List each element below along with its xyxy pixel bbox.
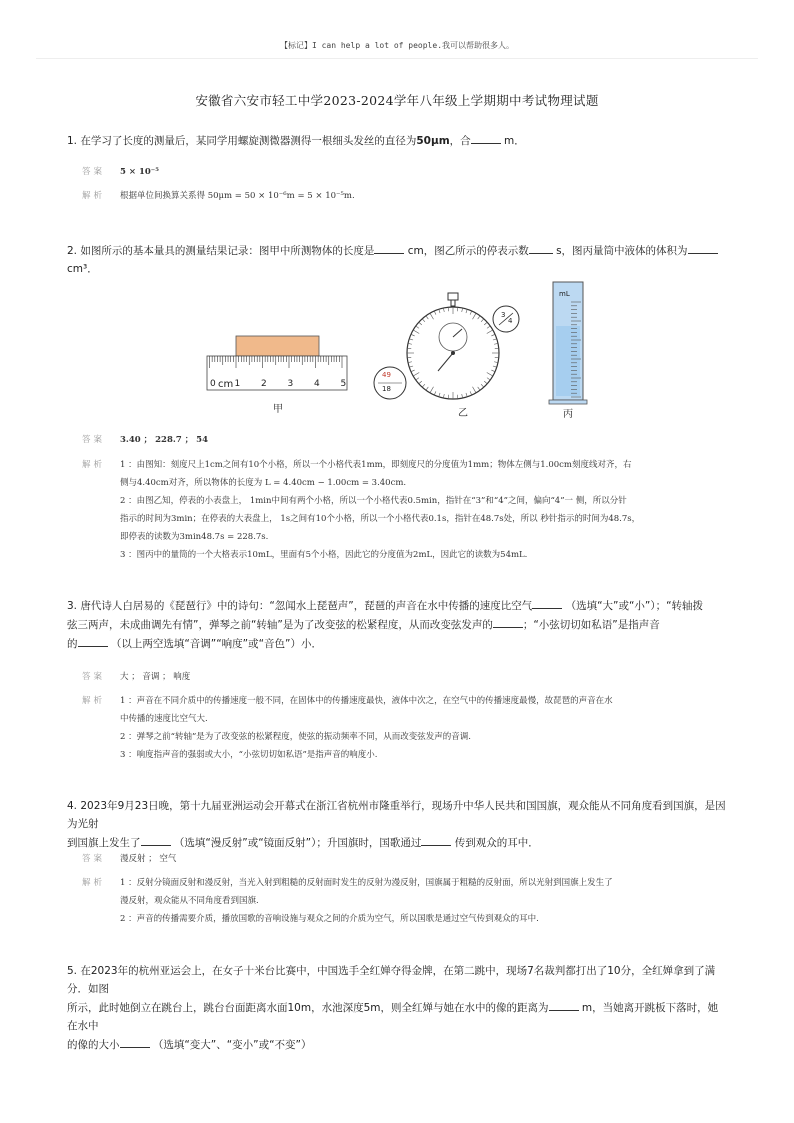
question-4: 4. 2023年9月23日晚，第十九届亚洲运动会开幕式在浙江省杭州市隆重举行，现场升中华人民共和国国旗，观众能从不同角度看到国旗，是因为光射 到国旗上发生了 （选填“漫反射”或“镜面反射”）；升国旗时，国歌通过 传到观众的耳中． xyxy=(67,800,726,849)
answer-blank xyxy=(529,241,553,254)
question-5: 5. 在2023年的杭州亚运会上，在女子十米台比赛中，中国选手全红婵夺得金牌，在第二跳中，现场7名裁判都打出了10分，全红婵拿到了满分．如图 所示，此时她倒立在跳台上，跳台台面距离水面10m，水池深度5m，则全红婵与她在水中的像的距离为 m，当她离开跳板下落时，她在水中 的像的大小 （选填“变大”、“变小”或“不变”） xyxy=(67,965,719,1051)
answer-blank xyxy=(374,241,404,254)
answer-blank xyxy=(688,241,718,254)
measured-block xyxy=(236,336,319,356)
top-divider xyxy=(36,58,758,59)
answer-blank xyxy=(120,1035,150,1048)
svg-text:4: 4 xyxy=(508,317,513,325)
dial-label-18: 18 xyxy=(382,385,391,393)
ruler-tick-label: 1 xyxy=(234,379,241,389)
question-1: 1. 在学习了长度的测量后，某同学用螺旋测微器测得一根细头发丝的直径为50μm，合 m． xyxy=(67,131,727,150)
ruler-tick-label: 4 xyxy=(314,379,320,389)
page-title: 安徽省六安市轻工中学2023-2024学年八年级上学期期中考试物理试题 xyxy=(195,93,599,108)
answer-blank xyxy=(471,131,501,144)
figure-caption-c: 丙 xyxy=(563,409,573,420)
stopwatch-figure xyxy=(372,291,522,409)
answer-blank xyxy=(549,998,579,1011)
ruler-tick-label: 3 xyxy=(287,379,294,389)
ruler-figure xyxy=(205,333,350,398)
figure-caption-b: 乙 xyxy=(458,408,468,419)
figure-caption-a: 甲 xyxy=(273,404,283,415)
ruler-unit: cm xyxy=(218,379,234,390)
answer-blank xyxy=(532,596,562,609)
answer-blank xyxy=(78,634,108,647)
answer-blank xyxy=(421,833,451,846)
ruler-tick-label: 5 xyxy=(340,379,347,389)
svg-text:3: 3 xyxy=(501,311,506,319)
top-note: 【标记】I can help a lot of people.我可以帮助很多人。 xyxy=(279,41,515,50)
answer-blank xyxy=(141,833,171,846)
ruler-tick-label: 2 xyxy=(261,379,267,389)
question-2: 2. 如图所示的基本量具的测量结果记录：图甲中所测物体的长度是 cm，图乙所示的停表示数 s，图丙量筒中液体的体积为 cm³． xyxy=(67,241,727,278)
answer-blank xyxy=(493,615,523,628)
cylinder-figure xyxy=(545,278,590,406)
question-3: 3. 唐代诗人白居易的《琵琶行》中的诗句：“忽闻水上琵琶声”，琵琶的声音在水中传播的速度比空气 （选填“大”或“小”）；“转轴拨 弦三两声，未成曲调先有情”，弹琴之前“转轴”是为了改变弦的松紧程度，从而改变弦发声的 ；“小弦切切如私语”是指声音 的 （以上两空选填“音调”“响度”或“音色”）小． xyxy=(67,596,727,653)
dial-label-49: 49 xyxy=(382,371,391,379)
cylinder-unit: mL xyxy=(559,290,570,298)
ruler-tick-label: 0 xyxy=(210,379,216,389)
